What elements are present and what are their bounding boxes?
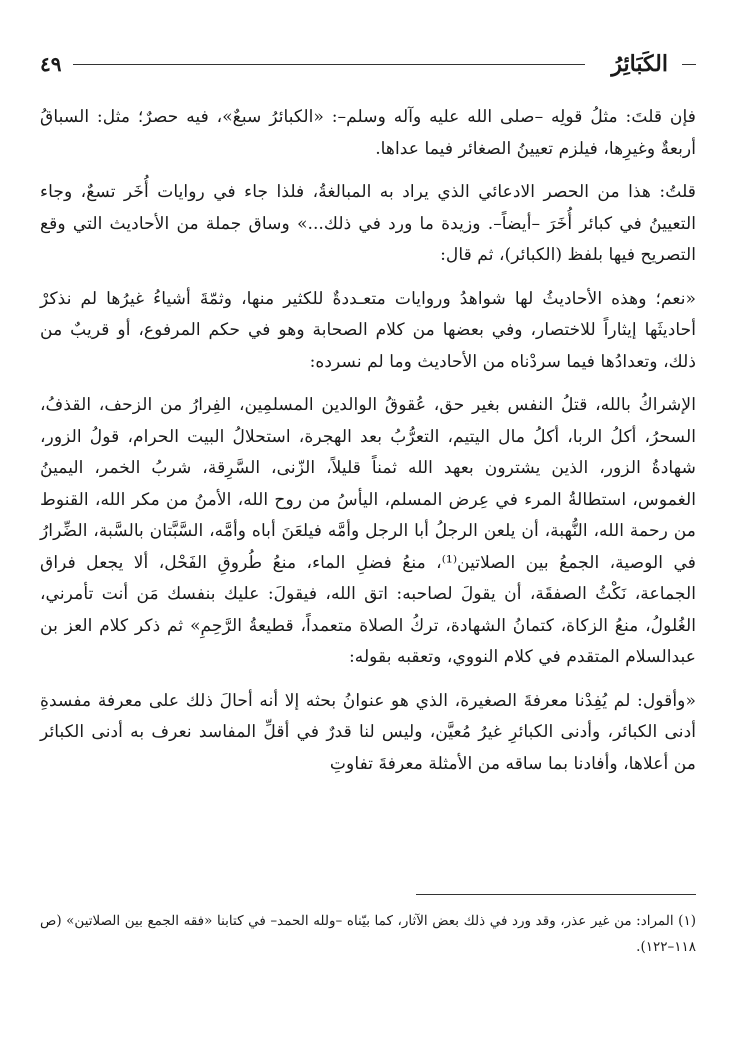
paragraph-3: «نعم؛ وهذه الأحاديثُ لها شواهدُ وروايات متعـددةٌ للكثير منها، وثمّةَ أشياءُ غيرُها لم نذكرْ أحاديثَها إيثاراً للاختصار، وفي بعضها من كلام الصحابة وهو في حكم المرفوع، أو قريبٌ من ذلك، وتعدادُها فيما سردْناه من الأحاديث وما لم نسرده: <box>40 288 696 372</box>
paragraph-1: فإن قلتَ: مثلُ قولِه –صلى الله عليه وآله وسلم–: «الكبائرُ سبعٌ»، فيه حصرٌ؛ مثل: السباقُ أربعةٌ وغيرِها، فيلزم تعيينُ الصغائر فيما عداها. <box>40 107 696 159</box>
book-page <box>40 42 696 1002</box>
footnote-divider <box>416 894 696 895</box>
footnote: (١) المراد: من غير عذر، وقد ورد في ذلك بعض الآثار، كما بيّناه –ولله الحمد– في كتابنا «فقه الجمع بين الصلاتين» (ص ١١٨–١٢٢). <box>40 913 696 955</box>
paragraph-2: قلتُ: هذا من الحصر الادعائي الذي يراد به المبالغةُ، فلذا جاء في روايات أُخَر تسعٌ، وجاء التعيينُ في كبائر أُخَرَ –أيضاً–. وزيدة ما ورد في ذلك...» وساق جملة من الأحاديث التي وقع التصريح فيها بلفظ (الكبائر)، ثم قال: <box>40 182 696 265</box>
paragraph-4: الإشراكُ بالله، قتلُ النفس بغير حق، عُقوقُ الوالدين المسلمِين، الفِرارُ من الزحف، القذفُ، السحرُ، أكلُ الربا، أكلُ مال اليتيم، التعرُّبُ بعد الهجرة، استحلالُ البيت الحرام، قولُ الزور، شهادةُ الزور، الذين يشترون بعهد الله ثمناً قليلاً، الزّنى، السَّرِقة، شربُ الخمر، اليمينُ الغموس، استطالةُ المرء في عِرض المسلم، اليأسُ من روح الله، الأمنُ من مكر الله، القنوط من رحمة الله، النُّهبة، أن يلعن الرجلُ أبا الرجل وأمَّه فيلعَنَ أباه وأمَّه، السَّبَّتان بالسَّبة، الضِّرارُ في الوصية، الجمعُ بين الصلاتين⁽¹⁾، منعُ فضلِ الماء، منعُ طُروقِ الفَحْل، ألا يجعل فراق الجماعة، نَكْثُ الصفقَة، أن يقولَ لصاحبه: اتق الله، فيقولَ: عليك بنفسك مَن أنت تأمرني، الغُلولُ، منعُ الزكاة، كتمانُ الشهادة، تركُ الصلاة متعمداً، قطيعةُ الرَّحِمِ» ثم ذكر كلام العز بن عبدالسلام المتقدم في كلام النووي، وتعقبه بقوله: <box>40 395 696 667</box>
paragraph-5: «وأقول: لم يُفِدْنا معرفةَ الصغيرة، الذي هو عنوانُ بحثه إلا أنه أحالَ ذلك على معرفة مفسدةِ أدنى الكبائر، وأدنى الكبائرِ غيرُ مُعيَّن، وليس لنا قدرٌ في أقلِّ المفاسد نعرف به أدنى الكبائر من أعلاها، وأفادنا بما ساقه من الأمثلة معرفةَ تفاوتِ <box>40 690 696 774</box>
header-rule <box>73 64 585 65</box>
main-text <box>40 102 696 780</box>
page-header <box>40 42 696 86</box>
header-dash <box>682 64 696 65</box>
running-title: الكَبَائِرُ <box>611 51 668 77</box>
page-number: ٤٩ <box>40 52 62 76</box>
